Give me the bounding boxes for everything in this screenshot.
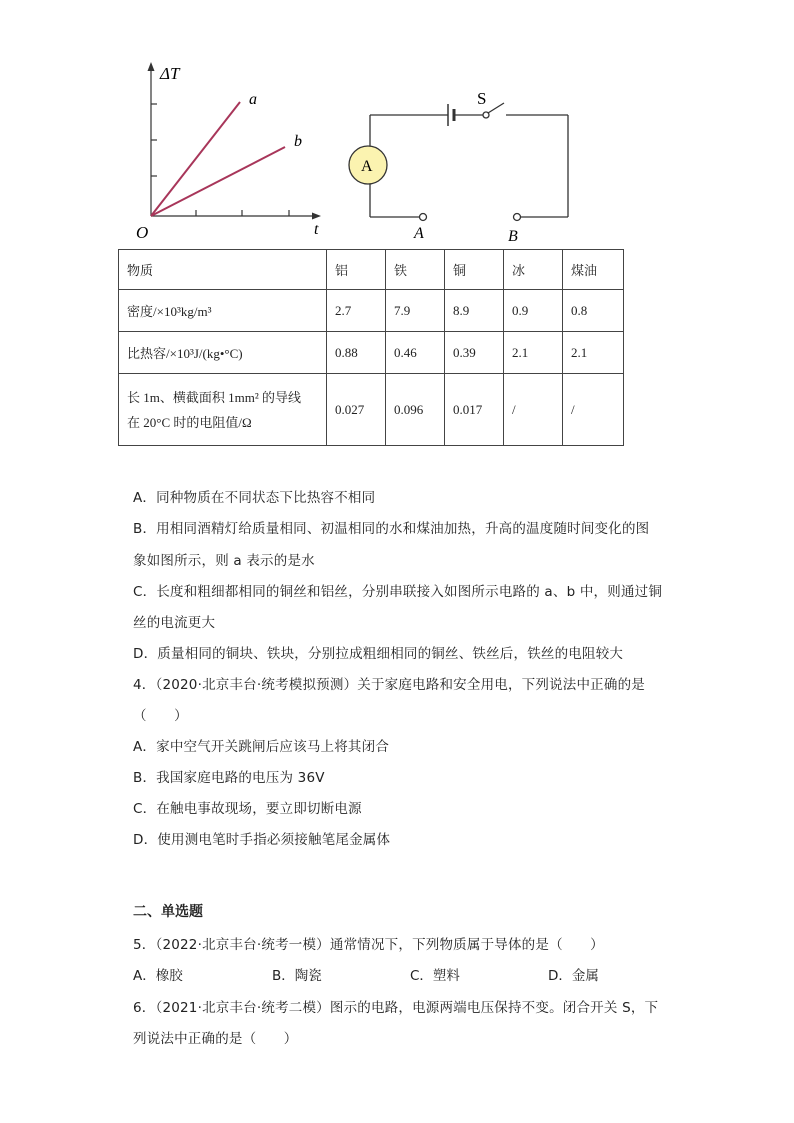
circuit-diagram [340, 84, 580, 244]
q5-option-d: D．金属 [548, 968, 599, 984]
table-cell: 0.88 [327, 332, 386, 374]
x-axis-label: t [314, 221, 319, 238]
terminal-a [420, 214, 427, 221]
material-properties-table [118, 249, 624, 446]
table-cell: 铜 [445, 250, 504, 290]
q5-option-b: B．陶瓷 [272, 968, 322, 984]
table-cell: 冰 [504, 250, 563, 290]
line-a [151, 102, 240, 216]
table-header-row [119, 250, 624, 290]
table-cell: 铁 [386, 250, 445, 290]
q3-option-b-line2: 象如图所示，则 a 表示的是水 [133, 553, 315, 569]
table-cell: / [504, 374, 563, 446]
q4-option-c: C．在触电事故现场，要立即切断电源 [133, 801, 362, 817]
table-cell: 2.1 [563, 332, 624, 374]
x-ticks [196, 210, 289, 216]
q3-option-b-line1: B．用相同酒精灯给质量相同、初温相同的水和煤油加热，升高的温度随时间变化的图 [133, 521, 650, 537]
table-row-resistance [119, 374, 624, 446]
resistance-label-line2: 在 20°C 时的电阻值/Ω [127, 414, 252, 430]
y-axis-label: ΔT [160, 64, 180, 83]
q4-stem-line1: 4．（2020·北京丰台·统考模拟预测）关于家庭电路和安全用电，下列说法中正确的是 [133, 677, 645, 693]
line-a-label: a [249, 91, 257, 108]
q5-option-a: A．橡胶 [133, 968, 183, 984]
origin-label: O [136, 223, 149, 242]
q6-stem-line2: 列说法中正确的是（ ） [133, 1031, 298, 1047]
q5-stem: 5．（2022·北京丰台·统考一模）通常情况下，下列物质属于导体的是（ ） [133, 937, 604, 953]
table-cell: 比热容/×10³J/(kg•°C) [119, 332, 327, 374]
table-cell: 0.9 [504, 290, 563, 332]
table-cell: 0.027 [327, 374, 386, 446]
section-title: 二、单选题 [133, 904, 203, 920]
q3-option-c-line1: C．长度和粗细都相同的铜丝和铝丝，分别串联接入如图所示电路的 a、b 中，则通过铜 [133, 584, 663, 600]
q4-stem-line2: （ ） [133, 708, 188, 724]
q3-option-d: D．质量相同的铜块、铁块，分别拉成粗细相同的铜丝、铁丝后，铁丝的电阻较大 [133, 646, 624, 662]
table-cell: 8.9 [445, 290, 504, 332]
terminal-b-label: B [508, 228, 518, 244]
q3-option-a: A．同种物质在不同状态下比热容不相同 [133, 490, 376, 506]
table-cell [119, 374, 327, 446]
table-cell: 2.1 [504, 332, 563, 374]
table-cell: 7.9 [386, 290, 445, 332]
q4-option-d: D．使用测电笔时手指必须接触笔尾金属体 [133, 832, 391, 848]
table-cell: 0.096 [386, 374, 445, 446]
table-cell: 0.39 [445, 332, 504, 374]
table-cell: 0.017 [445, 374, 504, 446]
table-cell: 2.7 [327, 290, 386, 332]
terminal-a-label: A [414, 225, 424, 242]
y-axis-arrow [148, 62, 155, 71]
table-cell: 0.8 [563, 290, 624, 332]
table-cell: 煤油 [563, 250, 624, 290]
resistance-label-line1: 长 1m、横截面积 1mm² 的导线 [127, 389, 301, 405]
ammeter-label: A [361, 158, 373, 175]
line-b-label: b [294, 133, 302, 150]
temperature-time-graph [128, 58, 338, 243]
switch-blade [488, 103, 504, 113]
line-b [151, 147, 285, 216]
y-ticks [151, 104, 157, 176]
q6-stem-line1: 6．（2021·北京丰台·统考二模）图示的电路，电源两端电压保持不变。闭合开关 S，下 [133, 1000, 659, 1016]
q3-option-c-line2: 丝的电流更大 [133, 615, 216, 631]
table-row-specific-heat [119, 332, 624, 374]
table-cell: 铝 [327, 250, 386, 290]
q5-option-c: C．塑料 [410, 968, 460, 984]
table-row-density [119, 290, 624, 332]
x-axis-arrow [312, 213, 321, 220]
table-cell: 密度/×10³kg/m³ [119, 290, 327, 332]
table-cell: 物质 [119, 250, 327, 290]
table-cell: 0.46 [386, 332, 445, 374]
q4-option-a: A．家中空气开关跳闸后应该马上将其闭合 [133, 739, 390, 755]
table-cell: / [563, 374, 624, 446]
terminal-b [514, 214, 521, 221]
switch-label: S [477, 89, 487, 108]
q4-option-b: B．我国家庭电路的电压为 36V [133, 770, 325, 786]
